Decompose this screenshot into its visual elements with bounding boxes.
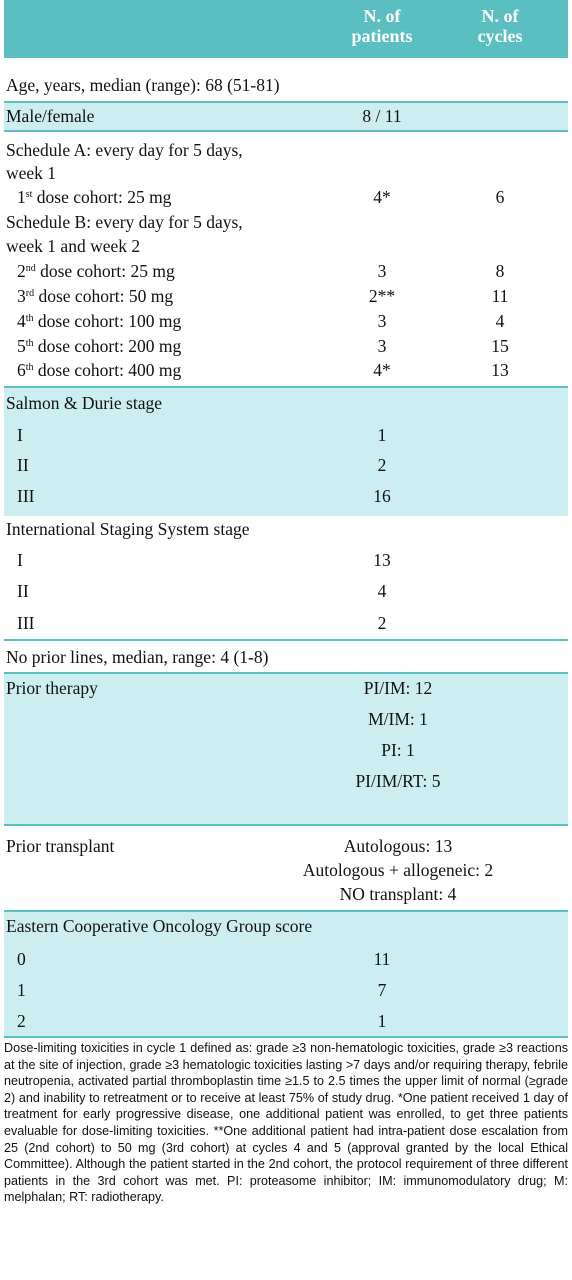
age-row: Age, years, median (range): 68 (51-81) (6, 75, 280, 95)
row-divider (4, 130, 568, 132)
row-divider (4, 824, 568, 826)
table-footnote: Dose-limiting toxicities in cycle 1 defined as: grade ≥3 non-hematologic toxicities, grade ≥3 reactions at the site of injection, grade ≥3 hematologic toxicities lasting >7 days and/or requiring therapy, febrile neutropenia, activated partial thromboplastin time ≥1.5 to 2.5 times the upper limit of normal (≥grade 2) and inability to retreatment or to receive at least 75% of study drug. *One patient received 1 day of treatment for early progressive disease, one additional patient was enrolled, to get three patients evaluable for dose-limiting toxicities. **One additional patient had intra-patient dose escalation from 25 (2nd cohort) to 50 mg (3rd cohort) at cycles 4 and 5 (approval granted by the local Ethical Committee). Although the patient started in the 2nd cohort, the protocol requirement of three different patients in the 3rd cohort was met. PI: proteasome inhibitor; IM: immunomodulatory drug; M: melphalan; RT: radiotherapy. (4, 1041, 568, 1205)
header-patients: N. of patients (351, 6, 413, 46)
cohort-5-cycles: 15 (491, 336, 509, 356)
prior-therapy-value: PI/IM/RT: 5 (355, 771, 441, 791)
prior-transplant-value: Autologous: 13 (343, 836, 453, 856)
row-divider (4, 639, 568, 641)
sex-label: Male/female (6, 106, 95, 126)
cohort-2-cycles: 8 (495, 261, 505, 281)
header-cycles: N. of cycles (477, 6, 523, 46)
ecog-title: Eastern Cooperative Oncology Group score (6, 916, 313, 936)
iss-stage-label: I (17, 550, 23, 570)
ecog-score-value: 7 (377, 980, 387, 1000)
salmon-stage-value: 16 (373, 486, 391, 506)
cohort-5-patients: 3 (377, 336, 387, 356)
ecog-score-label: 1 (17, 980, 26, 1000)
prior-therapy-value: PI: 1 (381, 740, 415, 760)
prior-transplant-value: Autologous + allogeneic: 2 (302, 860, 494, 880)
iss-stage-value: 13 (373, 550, 391, 570)
ecog-score-label: 0 (17, 949, 26, 969)
cohort-6-patients: 4* (373, 360, 391, 380)
cohort-2-label: 2nd dose cohort: 25 mg (17, 261, 175, 281)
prior-therapy-value: M/IM: 1 (368, 709, 428, 729)
cohort-3-patients: 2** (368, 286, 396, 306)
cohort-6-label: 6th dose cohort: 400 mg (17, 360, 182, 380)
iss-stage-value: 2 (377, 613, 387, 633)
cohort-5-label: 5th dose cohort: 200 mg (17, 336, 182, 356)
prior-transplant-value: NO transplant: 4 (339, 884, 457, 904)
iss-title: International Staging System stage (6, 519, 250, 539)
cohort-3-label: 3rd dose cohort: 50 mg (17, 286, 174, 306)
cohort-1-patients: 4* (373, 187, 391, 207)
cohort-4-cycles: 4 (495, 311, 505, 331)
prior-transplant-label: Prior transplant (6, 836, 115, 856)
prior-lines-row: No prior lines, median, range: 4 (1-8) (6, 647, 269, 667)
schedule-a-line2: week 1 (6, 163, 57, 183)
ecog-score-value: 1 (377, 1011, 387, 1031)
sex-value: 8 / 11 (362, 106, 402, 126)
schedule-b-line1: Schedule B: every day for 5 days, (6, 212, 243, 232)
salmon-stage-value: 1 (377, 425, 387, 445)
cohort-3-cycles: 11 (491, 286, 509, 306)
salmon-stage-label: II (17, 455, 29, 475)
cohort-1-label: 1st dose cohort: 25 mg (17, 187, 172, 207)
salmon-stage-label: I (17, 425, 23, 445)
ecog-score-label: 2 (17, 1011, 26, 1031)
ecog-score-value: 11 (373, 949, 391, 969)
cohort-1-cycles: 6 (495, 187, 505, 207)
cohort-2-patients: 3 (377, 261, 387, 281)
iss-stage-label: III (17, 613, 35, 633)
salmon-durie-title: Salmon & Durie stage (6, 393, 163, 413)
cohort-4-label: 4th dose cohort: 100 mg (17, 311, 182, 331)
iss-stage-label: II (17, 581, 29, 601)
schedule-a-line1: Schedule A: every day for 5 days, (6, 140, 243, 160)
prior-therapy-value: PI/IM: 12 (363, 678, 433, 698)
schedule-b-line2: week 1 and week 2 (6, 236, 141, 256)
cohort-6-cycles: 13 (491, 360, 509, 380)
row-divider (4, 1036, 568, 1038)
salmon-stage-label: III (17, 486, 35, 506)
prior-therapy-label: Prior therapy (6, 678, 98, 698)
iss-stage-value: 4 (377, 581, 387, 601)
salmon-stage-value: 2 (377, 455, 387, 475)
cohort-4-patients: 3 (377, 311, 387, 331)
